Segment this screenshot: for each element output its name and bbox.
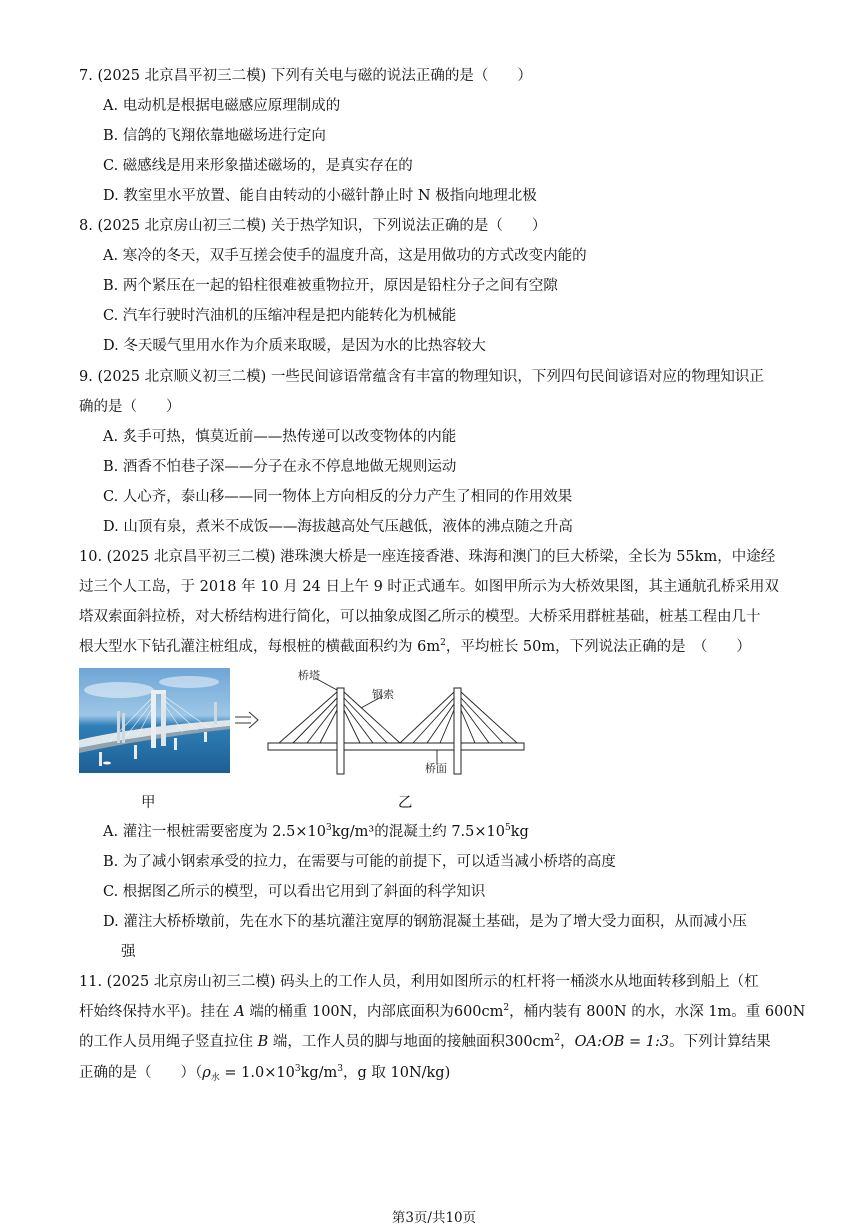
figure-label-yi: 乙 bbox=[398, 795, 413, 811]
q10-option-b: B. 为了减小钢索承受的拉力，在需要与可能的前提下，可以适当减小桥塔的高度 bbox=[103, 854, 616, 870]
q8-option-b: B. 两个紧压在一起的铅柱很难被重物拉开，原因是铅柱分子之间有空隙 bbox=[103, 278, 558, 294]
q11-stem-line3: 的工作人员用绳子竖直拉住 B 端，工作人员的脚与地面的接触面积$300cm^2$，OA:OB = 1:3。下列计算结果 bbox=[79, 1033, 771, 1050]
q9-option-d: D. 山顶有泉，煮米不成饭——海拔越高处气压越低，液体的沸点随之升高 bbox=[103, 519, 573, 535]
q11-stem-line2: 杆始终保持水平)。挂在 A 端的桶重 100N，内部底面积为$600cm^2$，桶内装有 800N 的水，水深 1m。重 600N bbox=[79, 1003, 806, 1020]
bridge-model-diagram bbox=[265, 668, 530, 782]
label-deck: 桥面 bbox=[425, 762, 447, 775]
figure-label-jia: 甲 bbox=[141, 795, 156, 811]
q11-stem-line4: 正确的是（ ）（$\rho_水 = 1.0\times 10^3kg/m^3$，g 取 10N/kg) bbox=[79, 1064, 451, 1083]
q7-option-b: B. 信鸽的飞翔依靠地磁场进行定向 bbox=[103, 128, 326, 144]
q9-option-a: A. 炙手可热，慎莫近前——热传递可以改变物体的内能 bbox=[103, 429, 457, 445]
q10-option-d-line2: 强 bbox=[121, 944, 136, 960]
q10-stem-line1: 10. (2025 北京昌平初三二模) 港珠澳大桥是一座连接香港、珠海和澳门的巨大桥梁，全长为 55km，中途经 bbox=[79, 549, 776, 565]
label-cable: 钢索 bbox=[372, 688, 394, 701]
q8-option-a: A. 寒冷的冬天，双手互搓会使手的温度升高，这是用做功的方式改变内能的 bbox=[103, 248, 587, 264]
q10-option-c: C. 根据图乙所示的模型，可以看出它用到了斜面的科学知识 bbox=[103, 884, 486, 900]
q10-option-d-line1: D. 灌注大桥桥墩前，先在水下的基坑灌注宽厚的钢筋混凝土基础，是为了增大受力面积，从而减小压 bbox=[103, 914, 747, 930]
q7-stem: 7. (2025 北京昌平初三二模) 下列有关电与磁的说法正确的是（ ） bbox=[79, 68, 532, 84]
q9-stem-line2: 确的是（ ） bbox=[79, 399, 181, 415]
arrow-icon bbox=[233, 709, 261, 735]
q7-option-d: D. 教室里水平放置、能自由转动的小磁针静止时 N 极指向地理北极 bbox=[103, 188, 537, 204]
page-footer: 第3页/共10页 bbox=[391, 1210, 477, 1226]
q7-option-c: C. 磁感线是用来形象描述磁场的，是真实存在的 bbox=[103, 158, 413, 174]
q9-option-c: C. 人心齐，泰山移——同一物体上方向相反的分力产生了相同的作用效果 bbox=[103, 489, 573, 505]
q10-option-a: A. 灌注一根桩需要密度为 $2.5\times 10^3kg/m^3$的混凝土约 $7.5\times 10^5kg$ bbox=[103, 823, 529, 840]
q10-stem-line3: 塔双索面斜拉桥，对大桥结构进行简化，可以抽象成图乙所示的模型。大桥采用群桩基础，桩基工程由几十 bbox=[79, 609, 761, 625]
q8-option-d: D. 冬天暖气里用水作为介质来取暖，是因为水的比热容较大 bbox=[103, 338, 486, 354]
q10-stem-line2: 过三个人工岛，于 2018 年 10 月 24 日上午 9 时正式通车。如图甲所示为大桥效果图，其主通航孔桥采用双 bbox=[79, 579, 779, 595]
q11-stem-line1: 11. (2025 北京房山初三二模) 码头上的工作人员，利用如图所示的杠杆将一桶淡水从地面转移到船上（杠 bbox=[79, 974, 759, 990]
q8-stem: 8. (2025 北京房山初三二模) 关于热学知识，下列说法正确的是（ ） bbox=[79, 218, 547, 234]
q8-option-c: C. 汽车行驶时汽油机的压缩冲程是把内能转化为机械能 bbox=[103, 308, 457, 324]
bridge-photo bbox=[79, 668, 230, 773]
label-tower: 桥塔 bbox=[298, 669, 320, 682]
q10-stem-line4: 根大型水下钻孔灌注桩组成，每根桩的横截面积约为 $6m^2$，平均桩长 50m，下列说法正确的是 （ ） bbox=[79, 638, 751, 655]
q7-option-a: A. 电动机是根据电磁感应原理制成的 bbox=[103, 98, 341, 114]
q9-option-b: B. 酒香不怕巷子深——分子在永不停息地做无规则运动 bbox=[103, 459, 457, 475]
q9-stem-line1: 9. (2025 北京顺义初三二模) 一些民间谚语常蕴含有丰富的物理知识，下列四句民间谚语对应的物理知识正 bbox=[79, 369, 764, 385]
